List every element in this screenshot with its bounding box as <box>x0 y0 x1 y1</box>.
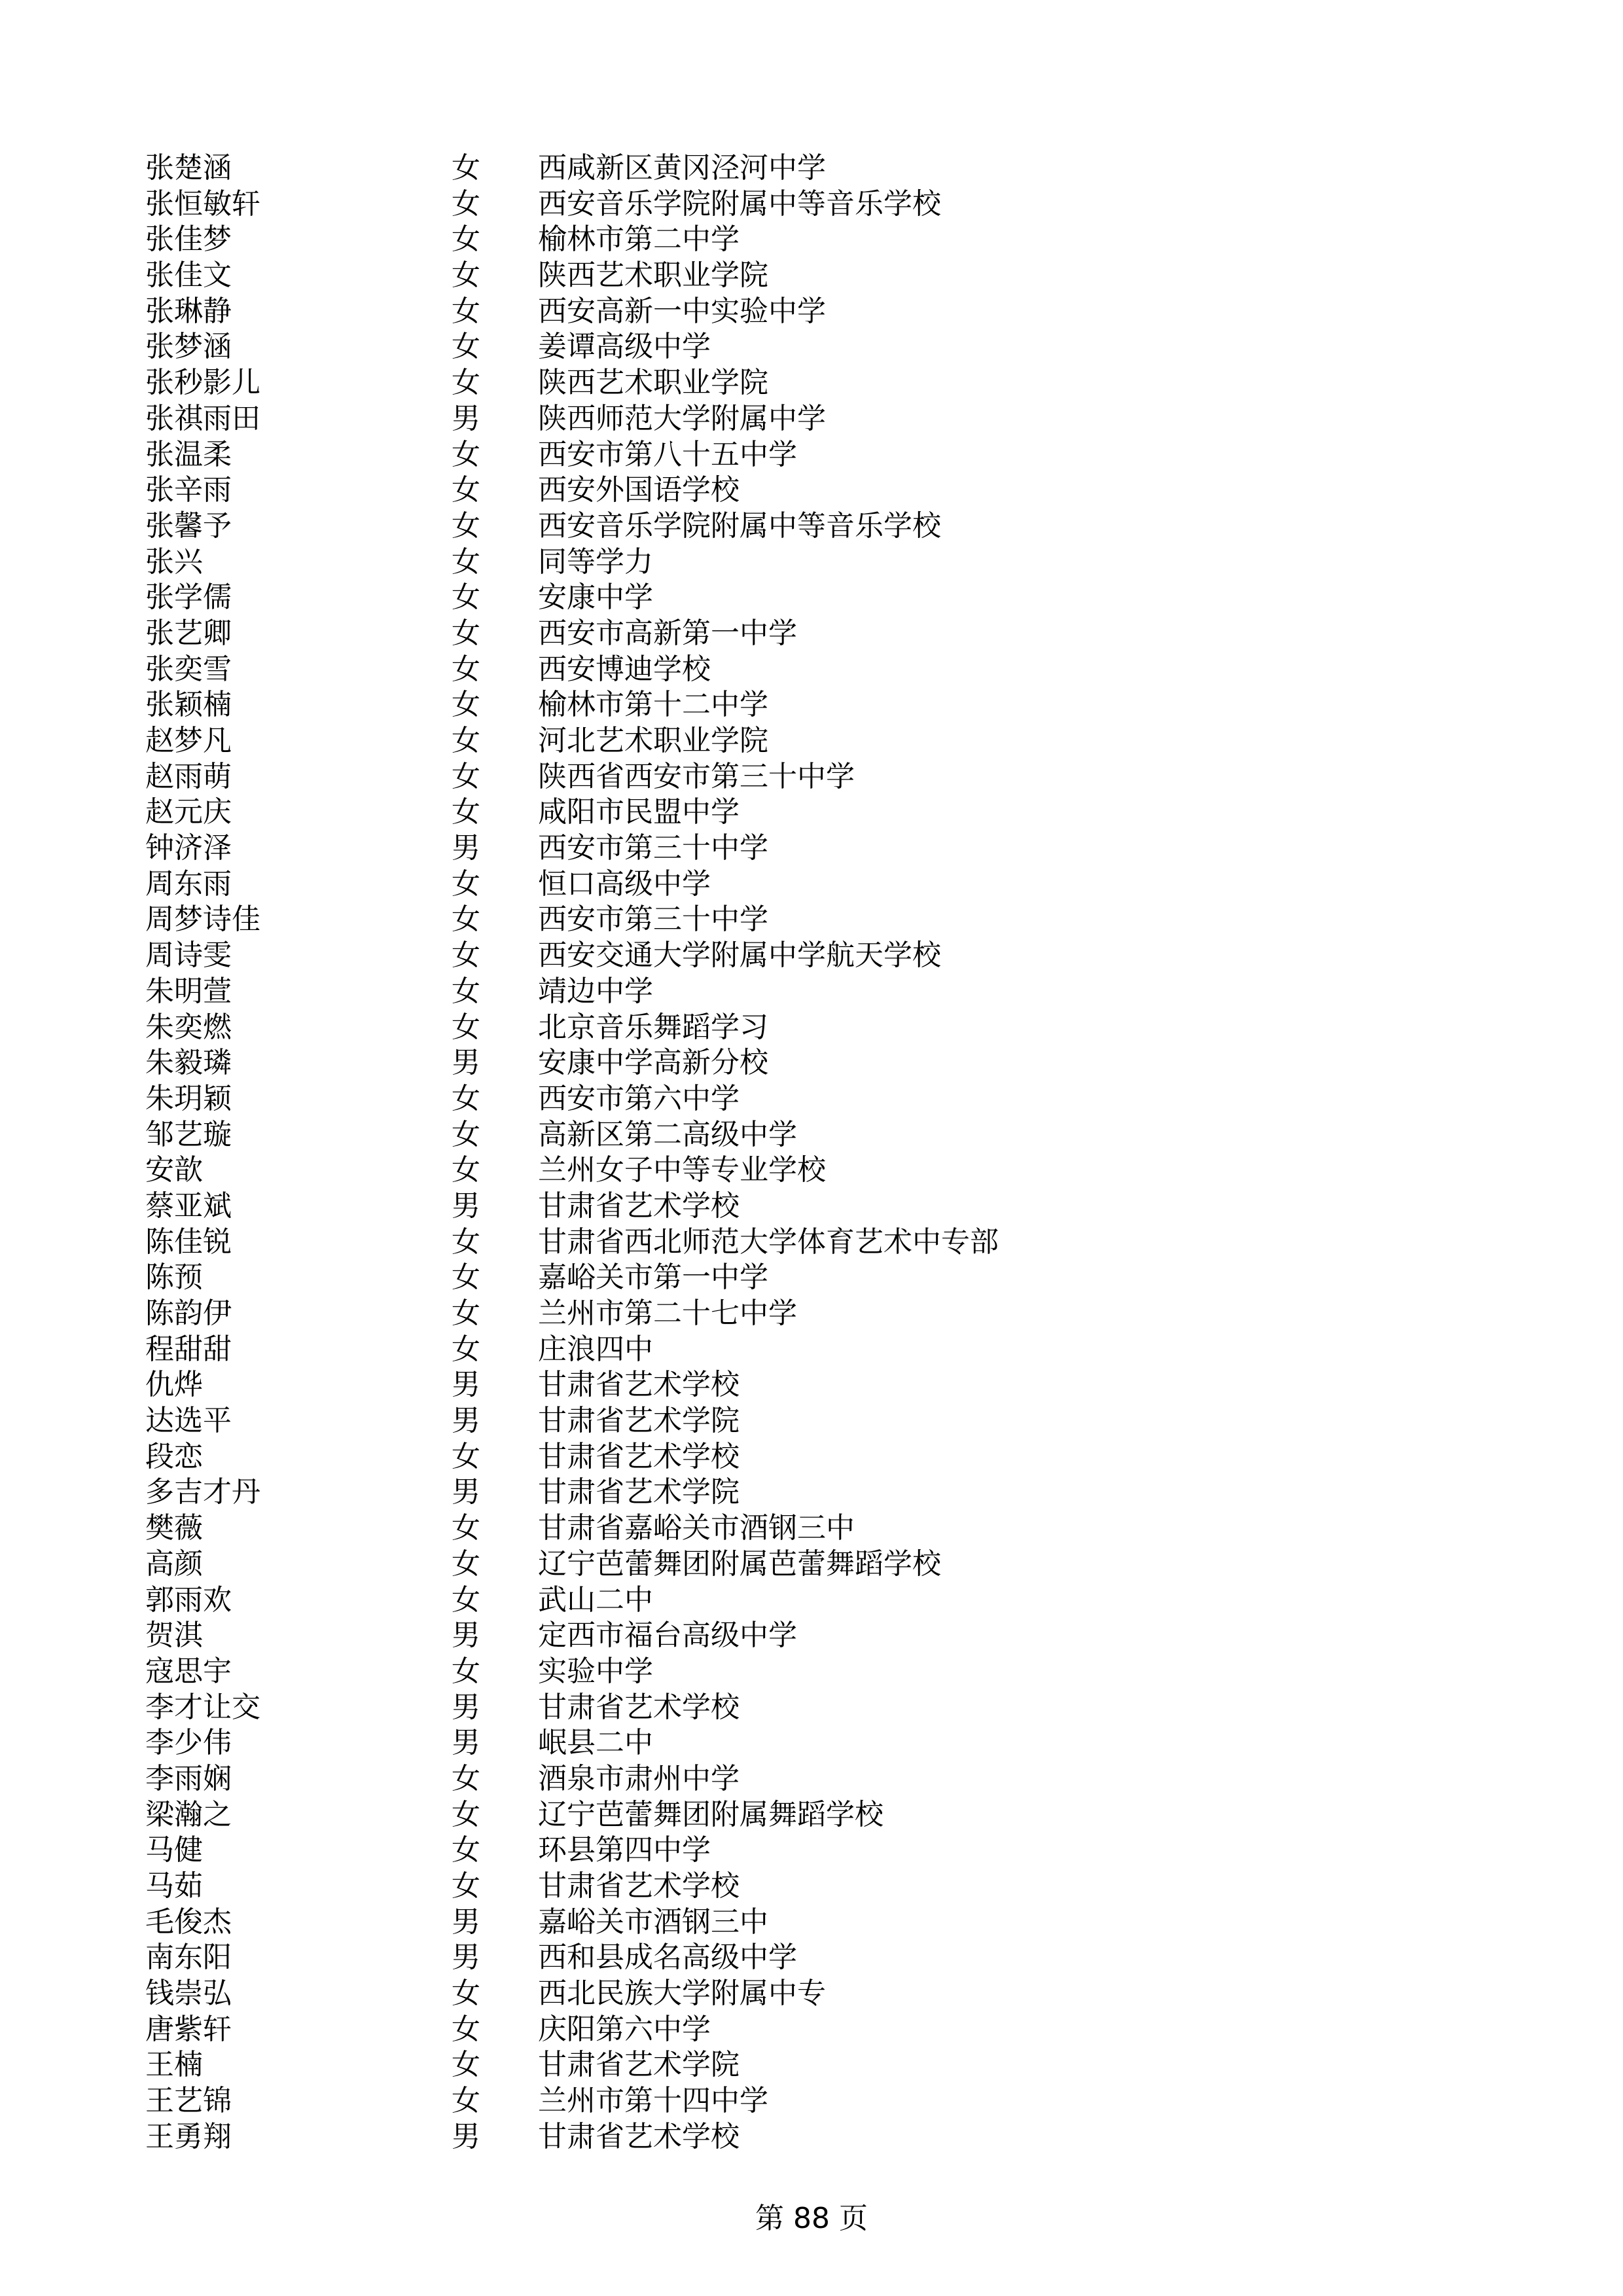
student-name: 唐紫轩 <box>145 2012 232 2046</box>
student-name: 张奕雪 <box>145 652 232 686</box>
student-name: 段恋 <box>145 1439 203 1473</box>
student-school: 甘肃省西北师范大学体育艺术中专部 <box>538 1225 999 1259</box>
table-row <box>0 1690 1623 1726</box>
table-row <box>0 1225 1623 1261</box>
table-row <box>0 1332 1623 1368</box>
student-name: 张学儒 <box>145 581 232 615</box>
table-row <box>0 1905 1623 1941</box>
student-name: 安歆 <box>145 1153 203 1187</box>
student-name: 陈佳锐 <box>145 1225 232 1259</box>
table-row <box>0 1260 1623 1296</box>
student-school: 北京音乐舞蹈学习 <box>538 1010 768 1044</box>
student-name: 张颖楠 <box>145 688 232 722</box>
student-school: 兰州女子中等专业学校 <box>538 1153 826 1187</box>
student-gender: 女 <box>452 437 480 471</box>
table-row <box>0 509 1623 545</box>
student-name: 樊薇 <box>145 1511 203 1545</box>
student-gender: 女 <box>452 616 480 650</box>
student-school: 环县第四中学 <box>538 1833 711 1867</box>
student-name: 高颜 <box>145 1547 203 1581</box>
student-school: 恒口高级中学 <box>538 867 711 901</box>
student-name: 程甜甜 <box>145 1332 232 1366</box>
table-row <box>0 1547 1623 1583</box>
table-row <box>0 151 1623 187</box>
student-gender: 女 <box>452 1117 480 1151</box>
student-name: 达选平 <box>145 1404 232 1438</box>
table-row <box>0 616 1623 652</box>
student-name: 周诗雯 <box>145 939 232 973</box>
table-row <box>0 723 1623 759</box>
student-gender: 女 <box>452 867 480 901</box>
student-gender: 男 <box>452 1404 480 1438</box>
table-row <box>0 938 1623 974</box>
page-number: 第 88 页 <box>755 2202 868 2235</box>
student-gender: 女 <box>452 1547 480 1581</box>
student-gender: 男 <box>452 1941 480 1975</box>
table-row <box>0 1797 1623 1833</box>
student-school: 西安市高新第一中学 <box>538 616 797 650</box>
student-gender: 女 <box>452 2048 480 2082</box>
table-row <box>0 1725 1623 1761</box>
student-name: 赵元庆 <box>145 795 232 829</box>
student-gender: 女 <box>452 259 480 293</box>
student-gender: 男 <box>452 1905 480 1939</box>
student-name: 张祺雨田 <box>145 401 260 435</box>
student-school: 嘉峪关市酒钢三中 <box>538 1905 768 1939</box>
student-school: 西安高新一中实验中学 <box>538 294 826 328</box>
student-name: 贺淇 <box>145 1619 203 1653</box>
student-name: 邹艺璇 <box>145 1117 232 1151</box>
student-school: 实验中学 <box>538 1654 653 1688</box>
student-gender: 女 <box>452 939 480 973</box>
student-name: 陈预 <box>145 1261 203 1295</box>
student-school: 同等学力 <box>538 545 653 579</box>
table-row <box>0 1189 1623 1225</box>
student-school: 西安外国语学校 <box>538 473 740 507</box>
student-school: 辽宁芭蕾舞团附属芭蕾舞蹈学校 <box>538 1547 941 1581</box>
student-gender: 女 <box>452 759 480 793</box>
table-row <box>0 652 1623 688</box>
student-name: 多吉才丹 <box>145 1475 260 1509</box>
student-gender: 男 <box>452 1475 480 1509</box>
student-gender: 男 <box>452 2119 480 2153</box>
student-name: 李才让交 <box>145 1690 260 1724</box>
table-row <box>0 1475 1623 1511</box>
table-row <box>0 437 1623 473</box>
student-school: 河北艺术职业学院 <box>538 724 768 757</box>
table-row <box>0 580 1623 616</box>
table-row <box>0 1081 1623 1117</box>
table-row <box>0 1045 1623 1081</box>
table-row <box>0 1296 1623 1332</box>
student-school: 嘉峪关市第一中学 <box>538 1261 768 1295</box>
student-name: 张恒敏轩 <box>145 187 260 221</box>
student-school: 甘肃省艺术学校 <box>538 1368 740 1402</box>
table-row <box>0 795 1623 831</box>
student-school: 定西市福台高级中学 <box>538 1619 797 1653</box>
student-school: 陕西省西安市第三十中学 <box>538 759 855 793</box>
student-school: 兰州市第十四中学 <box>538 2084 768 2118</box>
student-name: 张琳静 <box>145 294 232 328</box>
table-row <box>0 1367 1623 1403</box>
student-school: 咸阳市民盟中学 <box>538 795 740 829</box>
student-gender: 女 <box>452 1332 480 1366</box>
student-school: 甘肃省艺术学校 <box>538 2119 740 2153</box>
student-name: 张馨予 <box>145 509 232 543</box>
student-school: 安康中学高新分校 <box>538 1046 768 1080</box>
table-row <box>0 329 1623 365</box>
table-row <box>0 867 1623 903</box>
student-school: 庆阳第六中学 <box>538 2012 711 2046</box>
student-name: 陈韵伊 <box>145 1297 232 1330</box>
student-name: 朱明萱 <box>145 974 232 1008</box>
student-gender: 男 <box>452 401 480 435</box>
student-name: 王勇翔 <box>145 2119 232 2153</box>
student-name: 蔡亚斌 <box>145 1189 232 1223</box>
student-school: 岷县二中 <box>538 1726 653 1760</box>
student-name: 朱玥颖 <box>145 1081 232 1115</box>
student-gender: 女 <box>452 581 480 615</box>
student-school: 安康中学 <box>538 581 653 615</box>
student-name: 李少伟 <box>145 1726 232 1760</box>
student-gender: 男 <box>452 1619 480 1653</box>
student-name: 马茹 <box>145 1869 203 1903</box>
student-gender: 女 <box>452 1761 480 1795</box>
student-gender: 男 <box>452 1368 480 1402</box>
student-gender: 女 <box>452 223 480 257</box>
student-name: 张艺卿 <box>145 616 232 650</box>
student-school: 西安市第三十中学 <box>538 831 768 865</box>
student-school: 陕西师范大学附属中学 <box>538 401 826 435</box>
student-school: 西北民族大学附属中专 <box>538 1977 826 2011</box>
student-name: 赵雨萌 <box>145 759 232 793</box>
student-gender: 女 <box>452 473 480 507</box>
table-row <box>0 1976 1623 2012</box>
student-name: 马健 <box>145 1833 203 1867</box>
student-gender: 女 <box>452 974 480 1008</box>
table-row <box>0 1618 1623 1654</box>
student-gender: 女 <box>452 1977 480 2011</box>
student-school: 西和县成名高级中学 <box>538 1941 797 1975</box>
student-name: 钟济泽 <box>145 831 232 865</box>
student-gender: 女 <box>452 1511 480 1545</box>
student-gender: 男 <box>452 1726 480 1760</box>
table-row <box>0 1117 1623 1153</box>
student-name: 朱奕燃 <box>145 1010 232 1044</box>
student-gender: 女 <box>452 545 480 579</box>
student-gender: 女 <box>452 1225 480 1259</box>
table-row <box>0 2047 1623 2083</box>
table-row <box>0 1583 1623 1619</box>
student-gender: 女 <box>452 1153 480 1187</box>
student-name: 郭雨欢 <box>145 1583 232 1617</box>
student-school: 西安博迪学校 <box>538 652 711 686</box>
table-row <box>0 258 1623 294</box>
student-school: 庄浪四中 <box>538 1332 653 1366</box>
table-row <box>0 222 1623 258</box>
table-row <box>0 294 1623 330</box>
student-gender: 女 <box>452 294 480 328</box>
student-school: 甘肃省艺术学校 <box>538 1189 740 1223</box>
table-row <box>0 545 1623 581</box>
student-school: 甘肃省艺术学院 <box>538 2048 740 2082</box>
student-name: 寇思宇 <box>145 1654 232 1688</box>
student-name: 周东雨 <box>145 867 232 901</box>
table-row <box>0 902 1623 938</box>
table-row <box>0 1439 1623 1475</box>
student-gender: 女 <box>452 1833 480 1867</box>
student-name: 张楚涵 <box>145 151 232 185</box>
student-school: 甘肃省艺术学校 <box>538 1439 740 1473</box>
student-school: 武山二中 <box>538 1583 653 1617</box>
student-name: 南东阳 <box>145 1941 232 1975</box>
student-gender: 女 <box>452 1797 480 1831</box>
student-gender: 女 <box>452 2084 480 2118</box>
table-row <box>0 365 1623 401</box>
student-gender: 女 <box>452 187 480 221</box>
student-name: 仇烨 <box>145 1368 203 1402</box>
table-row <box>0 1869 1623 1905</box>
student-name: 周梦诗佳 <box>145 903 260 937</box>
table-row <box>0 1403 1623 1439</box>
student-gender: 男 <box>452 1046 480 1080</box>
table-row <box>0 1010 1623 1046</box>
student-school: 西安市第六中学 <box>538 1081 740 1115</box>
student-school: 陕西艺术职业学院 <box>538 366 768 400</box>
student-name: 梁瀚之 <box>145 1797 232 1831</box>
student-gender: 女 <box>452 366 480 400</box>
table-row <box>0 759 1623 795</box>
student-gender: 女 <box>452 1010 480 1044</box>
table-row <box>0 1761 1623 1797</box>
student-school: 酒泉市肃州中学 <box>538 1761 740 1795</box>
student-gender: 女 <box>452 1439 480 1473</box>
student-school: 西安音乐学院附属中等音乐学校 <box>538 187 941 221</box>
table-row <box>0 2119 1623 2155</box>
student-name: 王楠 <box>145 2048 203 2082</box>
student-gender: 女 <box>452 903 480 937</box>
student-school: 甘肃省艺术学院 <box>538 1475 740 1509</box>
student-school: 辽宁芭蕾舞团附属舞蹈学校 <box>538 1797 883 1831</box>
student-name: 张佳梦 <box>145 223 232 257</box>
student-name: 李雨娴 <box>145 1761 232 1795</box>
student-school: 西咸新区黄冈泾河中学 <box>538 151 826 185</box>
student-school: 甘肃省艺术学校 <box>538 1869 740 1903</box>
student-name: 毛俊杰 <box>145 1905 232 1939</box>
student-name: 张兴 <box>145 545 203 579</box>
table-row <box>0 1833 1623 1869</box>
student-name: 王艺锦 <box>145 2084 232 2118</box>
student-school: 姜谭高级中学 <box>538 330 711 364</box>
table-row <box>0 2083 1623 2119</box>
student-gender: 女 <box>452 1654 480 1688</box>
table-row <box>0 1153 1623 1189</box>
table-row <box>0 974 1623 1010</box>
student-gender: 男 <box>452 1189 480 1223</box>
student-school: 靖边中学 <box>538 974 653 1008</box>
student-gender: 男 <box>452 831 480 865</box>
table-row <box>0 2012 1623 2048</box>
student-school: 高新区第二高级中学 <box>538 1117 797 1151</box>
student-gender: 女 <box>452 1297 480 1330</box>
student-school: 榆林市第二中学 <box>538 223 740 257</box>
student-school: 榆林市第十二中学 <box>538 688 768 722</box>
student-gender: 女 <box>452 151 480 185</box>
student-name: 朱毅璘 <box>145 1046 232 1080</box>
table-row <box>0 1940 1623 1976</box>
student-name: 张温柔 <box>145 437 232 471</box>
table-row <box>0 1511 1623 1547</box>
student-gender: 女 <box>452 1583 480 1617</box>
table-row <box>0 1654 1623 1690</box>
student-school: 西安交通大学附属中学航天学校 <box>538 939 941 973</box>
student-gender: 男 <box>452 1690 480 1724</box>
table-row <box>0 401 1623 437</box>
table-row <box>0 473 1623 509</box>
table-row <box>0 687 1623 723</box>
student-school: 兰州市第二十七中学 <box>538 1297 797 1330</box>
student-gender: 女 <box>452 795 480 829</box>
student-gender: 女 <box>452 652 480 686</box>
student-gender: 女 <box>452 330 480 364</box>
student-gender: 女 <box>452 509 480 543</box>
student-name: 钱崇弘 <box>145 1977 232 2011</box>
student-name: 张梦涵 <box>145 330 232 364</box>
student-name: 张辛雨 <box>145 473 232 507</box>
student-school: 甘肃省嘉峪关市酒钢三中 <box>538 1511 855 1545</box>
student-school: 西安市第八十五中学 <box>538 437 797 471</box>
student-name: 张佳文 <box>145 259 232 293</box>
student-gender: 女 <box>452 1261 480 1295</box>
roster-list <box>0 151 1623 2155</box>
student-gender: 女 <box>452 688 480 722</box>
student-school: 陕西艺术职业学院 <box>538 259 768 293</box>
student-gender: 女 <box>452 1081 480 1115</box>
table-row <box>0 187 1623 223</box>
student-gender: 女 <box>452 2012 480 2046</box>
student-school: 西安市第三十中学 <box>538 903 768 937</box>
table-row <box>0 831 1623 867</box>
student-school: 西安音乐学院附属中等音乐学校 <box>538 509 941 543</box>
student-gender: 女 <box>452 1869 480 1903</box>
student-school: 甘肃省艺术学院 <box>538 1404 740 1438</box>
student-name: 张秒影儿 <box>145 366 260 400</box>
student-school: 甘肃省艺术学校 <box>538 1690 740 1724</box>
student-name: 赵梦凡 <box>145 724 232 757</box>
student-gender: 女 <box>452 724 480 757</box>
